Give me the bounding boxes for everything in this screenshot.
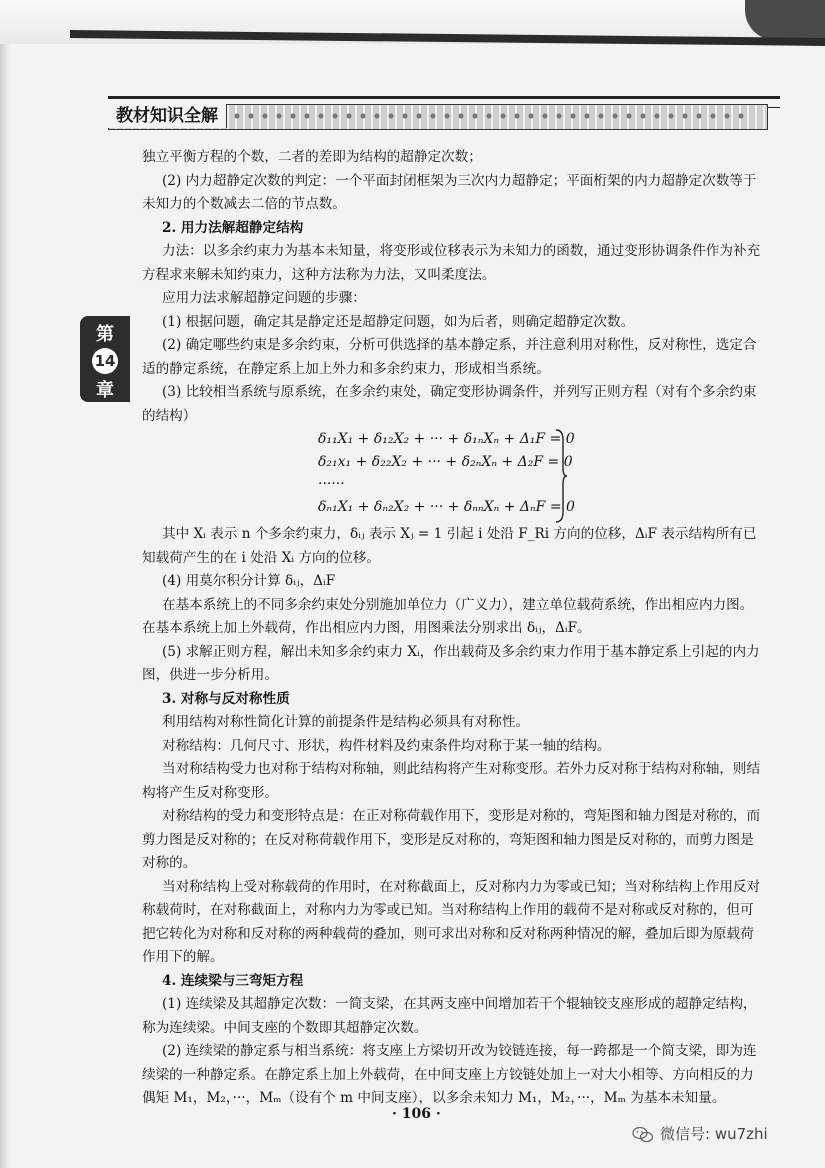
paragraph: 当对称结构上受对称载荷的作用时，在对称截面上，反对称内力为零或已知；当对称结构上作用反对称载荷时，在对称截面上，对称内力为零或已知。当对称结构上作用的载荷不是对称或反对称的，但可把它转化为对称和反对称的两种载荷的叠加，则可求出对称和反对称两种情况的解，叠加后即为原载荷作用下的解。	[142, 878, 761, 965]
chapter-tab-top: 第	[96, 324, 114, 345]
paragraph: 当对称结构受力也对称于结构对称轴，则此结构将产生对称变形。若外力反对称于结构对称轴，则结构将产生反对称变形。	[142, 761, 761, 801]
wechat-icon	[632, 1126, 654, 1144]
paragraph: 力法：以多余约束力为基本未知量，将变形或位移表示为未知力的函数，通过变形协调条件作为补充方程求来解未知约束力，这种方法称为力法，又叫柔度法。	[142, 243, 761, 283]
paragraph: 对称结构：几何尺寸、形状，构件材料及约束条件均对称于某一轴的结构。	[162, 737, 611, 754]
paragraph: (2) 内力超静定次数的判定：一个平面封闭框架为三次内力超静定；平面桁架的内力超静定次数等于未知力的个数减去二倍的节点数。	[142, 172, 757, 212]
right-brace-icon	[554, 428, 568, 524]
equation-row: δ₁₁X₁ + δ₁₂X₂ + ··· + δ₁ₙXₙ + Δ₁F = 0	[318, 431, 575, 447]
paragraph: 应用力法求解超静定问题的步骤：	[162, 290, 366, 306]
body-text-top	[142, 146, 764, 428]
section-heading: 3. 对称与反对称性质	[162, 690, 290, 707]
paragraph: 在基本系统上的不同多余约束处分别施加单位力（广义力），建立单位载荷系统，作出相应内力图。在基本系统上加上外载荷，作出相应内力图，用图乘法分别求出 δᵢⱼ，ΔᵢF。	[142, 596, 754, 636]
binding-corner	[745, 0, 825, 40]
paragraph: 利用结构对称性简化计算的前提条件是结构必须具有对称性。	[162, 714, 530, 730]
wechat-watermark	[632, 1122, 768, 1146]
paragraph: 对称结构的受力和变形特点是：在正对称荷载作用下，变形是对称的，弯矩图和轴力图是对称的，而剪力图是反对称的；在反对称荷载作用下，变形是反对称的，弯矩图和轴力图是反对称的，而剪力图是对称的。	[142, 808, 761, 871]
page-number: · 106 ·	[392, 1106, 441, 1122]
paragraph: 独立平衡方程的个数，二者的差即为结构的超静定次数；	[142, 149, 482, 165]
paragraph: (1) 连续梁及其超静定次数：一简支梁，在其两支座中间增加若干个辊轴铰支座形成的超静定结构，称为连续梁。中间支座的个数即其超静定次数。	[142, 996, 757, 1036]
equation-row: ······	[318, 476, 345, 492]
wechat-label: 微信号: wu7zhi	[660, 1125, 768, 1143]
section-heading: 2. 用力法解超静定结构	[162, 219, 304, 236]
page-shadow	[0, 0, 10, 1168]
paragraph: 其中 Xᵢ 表示 n 个多余约束力，δᵢⱼ 表示 Xⱼ = 1 引起 i 处沿 F_Ri 方向的位移，ΔᵢF 表示结构所有已知载荷产生的在 i 处沿 Xᵢ 方向的位移。	[142, 526, 757, 566]
paragraph: (1) 根据问题，确定其是静定还是超静定问题，如为后者，则确定超静定次数。	[162, 313, 635, 330]
paragraph: (4) 用莫尔积分计算 δᵢⱼ，ΔᵢF	[162, 573, 336, 589]
chapter-tab-bottom: 章	[96, 380, 114, 401]
header-dots	[230, 110, 750, 122]
canonical-equations	[318, 428, 578, 524]
section-header-title: 教材知识全解	[108, 104, 227, 128]
equation-row: δₙ₁X₁ + δₙ₂X₂ + ··· + δₙₙXₙ + ΔₙF = 0	[318, 498, 575, 515]
chapter-tab	[80, 316, 130, 402]
section-heading: 4. 连续梁与三弯矩方程	[162, 972, 304, 989]
paragraph: (5) 求解正则方程，解出未知多余约束力 Xᵢ，作出载荷及多余约束力作用于基本静定系上引起的内力图，供进一步分析用。	[142, 643, 760, 683]
body-text-bottom	[142, 523, 764, 1111]
equation-row: δ₂₁x₁ + δ₂₂X₂ + ··· + δ₂ₙXₙ + Δ₂F = 0	[318, 453, 573, 470]
paragraph: (2) 确定哪些约束是多余约束，分析可供选择的基本静定系，并注意利用对称性，反对称性，选定合适的静定系统，在静定系上加上外力和多余约束力，形成相当系统。	[142, 337, 757, 377]
paragraph: (3) 比较相当系统与原系统，在多余约束处，确定变形协调条件，并列写正则方程（对有个多余约束的结构）	[142, 384, 757, 424]
paragraph: (2) 连续梁的静定系与相当系统：将支座上方梁切开改为铰链连接，每一跨都是一个简支梁，即为连续梁的一种静定系。在静定系上加上外载荷，在中间支座上方铰链处加上一对大小相等、方向相反的力偶矩 M₁，M₂，···，Mₘ（设有个 m 中间支座），以多余未知力 M₁，M₂，···，Mₘ 为基本未知量。	[142, 1043, 757, 1106]
chapter-number: 14	[92, 348, 118, 374]
